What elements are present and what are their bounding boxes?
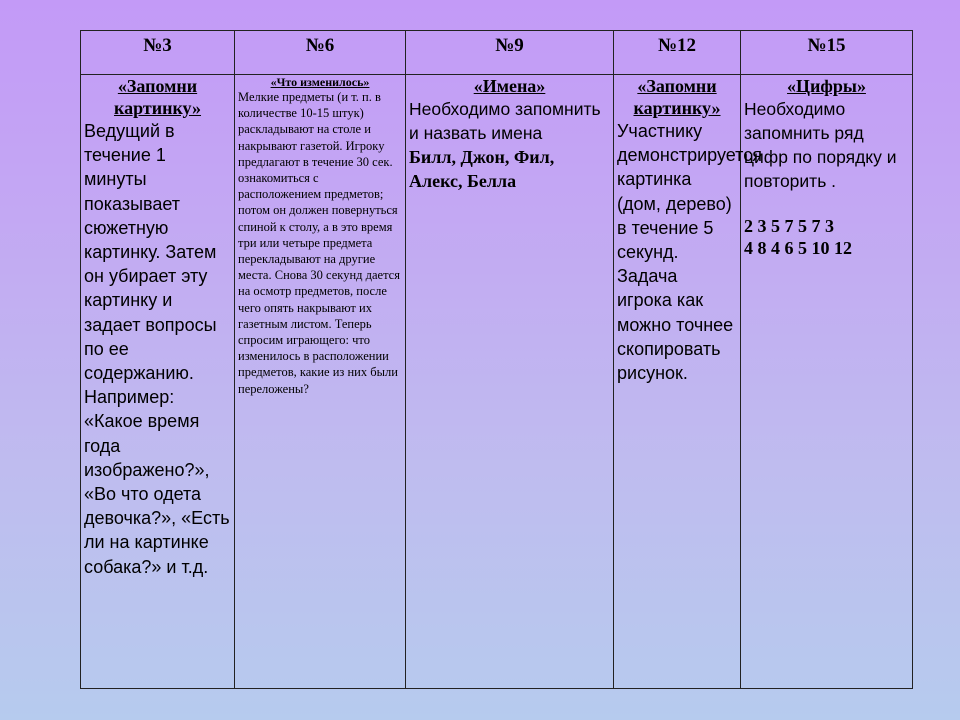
game-description: Ведущий в течение 1 минуты показывает сюжетную картинку. Затем он убирает эту картинку и задает вопросы по ее содержанию. Например: «Какое время года изображено?», «Во что одета девочка?», «Есть ли на картинке собака?» и т.д. [84,121,230,577]
header-cell: №9 [406,31,614,75]
game-title: «Запомни картинку» [113,76,202,118]
game-cell-6 [235,75,406,689]
game-cell-3 [81,75,235,689]
game-cell-9 [406,75,614,689]
content-row [81,75,913,689]
game-title: «Имена» [473,76,546,96]
spacer [744,193,909,215]
names-list: Билл, Джон, Фил, Алекс, Белла [409,147,555,191]
header-cell: №12 [614,31,741,75]
digits-row-2: 4 8 4 6 5 10 12 [744,238,852,258]
game-description: Участнику демонстрируется картинка (дом, дерево) в течение 5 секунд. Задача игрока как можно точнее скопировать рисунок. [617,121,762,384]
games-table [80,30,913,689]
digits-row-1: 2 3 5 7 5 7 3 [744,216,834,236]
game-description: Мелкие предметы (и т. п. в количестве 10-15 штук) раскладывают на столе и накрывают газетой. Игроку предлагают в течение 30 сек. ознакомиться с расположением предметов; потом он должен повернуться спиной к столу, а в это время три или четыре предмета перекладывают на другие места. Снова 30 секунд дается на осмотр предметов, после чего опять накрывают их газетным листом. Теперь спросим играющего: что изменилось в расположении предметов, какие из них были переложены? [238,90,400,396]
game-cell-15 [741,75,913,689]
game-title: «Запомни картинку» [633,76,721,118]
game-title: «Цифры» [787,76,866,96]
header-cell: №3 [81,31,235,75]
game-title: «Что изменилось» [270,75,370,89]
header-row [81,31,913,75]
game-cell-12 [614,75,762,689]
header-cell: №15 [741,31,913,75]
header-cell: №6 [235,31,406,75]
game-description: Необходимо запомнить ряд цифр по порядку и повторить . [744,99,897,191]
game-description: Необходимо запомнить и назвать имена [409,99,601,143]
